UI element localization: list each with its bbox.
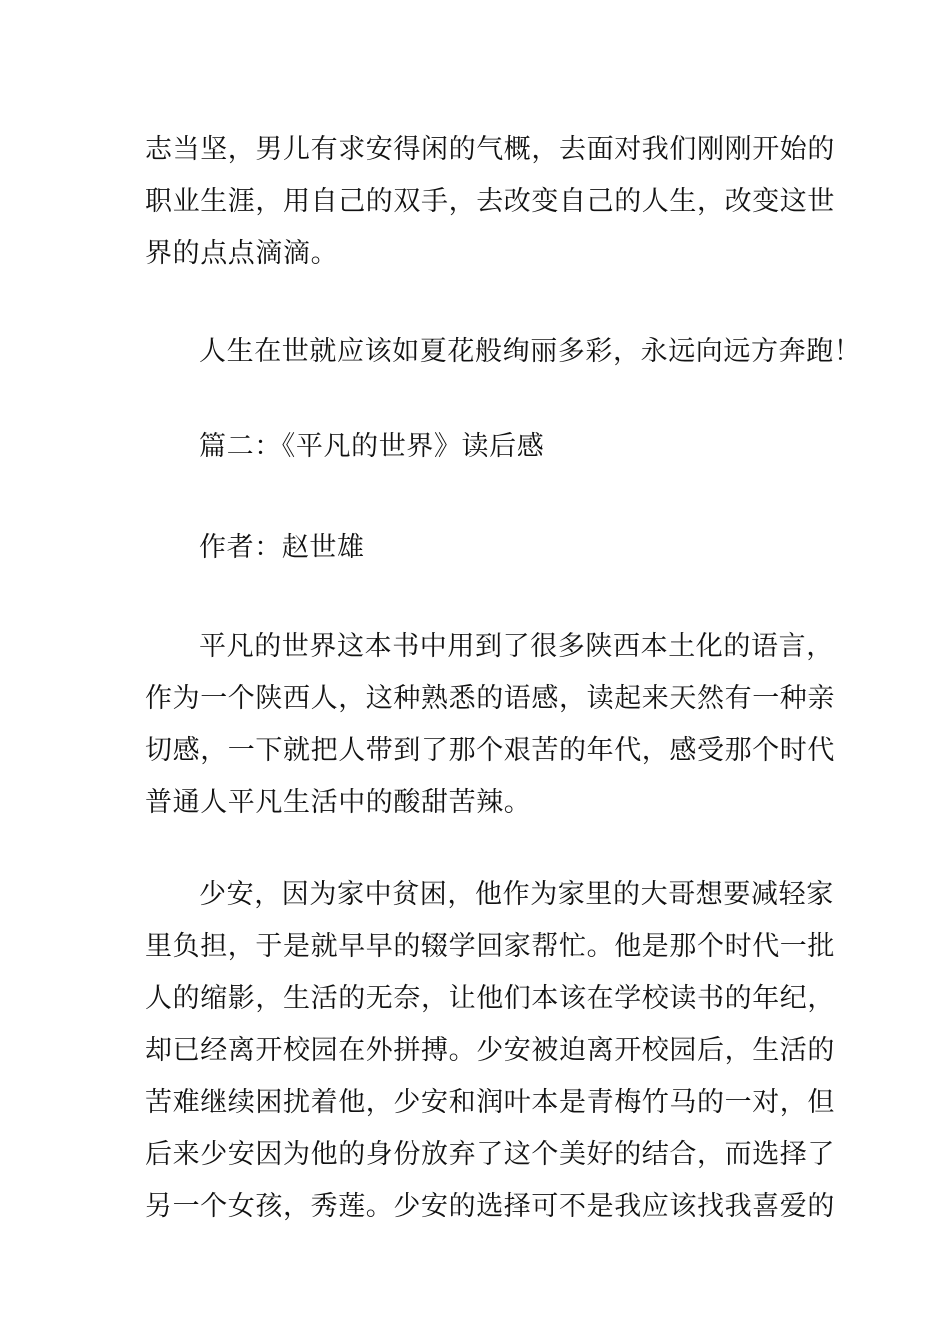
text-line: 普通人平凡生活中的酸甜苦辣。 (145, 787, 532, 818)
text-line: 平凡的世界这本书中用到了很多陕西本土化的语言， (199, 631, 834, 662)
text-line: 里负担，于是就早早的辍学回家帮忙。他是那个时代一批 (145, 931, 835, 962)
text-line: 另一个女孩，秀莲。少安的选择可不是我应该找我喜爱的 (145, 1191, 835, 1222)
text-line: 切感，一下就把人带到了那个艰苦的年代，感受那个时代 (145, 735, 835, 766)
text-line: 却已经离开校园在外拼搏。少安被迫离开校园后，生活的 (145, 1035, 835, 1066)
text-line: 少安，因为家中贫困，他作为家里的大哥想要减轻家 (199, 879, 834, 910)
author-line (145, 522, 810, 574)
text-line: 职业生涯，用自己的双手，去改变自己的人生，改变这世 (145, 186, 835, 217)
heading-line: 篇二：《平凡的世界》读后感 (199, 431, 545, 462)
paragraph-shaanxi-language (145, 621, 835, 829)
section-heading (145, 421, 810, 473)
text-line: 人生在世就应该如夏花般绚丽多彩，永远向远方奔跑！ (199, 336, 862, 367)
paragraph-shaoan (145, 869, 835, 1233)
text-line: 后来少安因为他的身份放弃了这个美好的结合，而选择了 (145, 1139, 835, 1170)
text-line: 苦难继续困扰着他，少安和润叶本是青梅竹马的一对，但 (145, 1087, 835, 1118)
paragraph-summer-flowers (145, 326, 862, 378)
text-line: 人的缩影，生活的无奈，让他们本该在学校读书的年纪， (145, 983, 835, 1014)
text-line: 作为一个陕西人，这种熟悉的语感，读起来天然有一种亲 (145, 683, 835, 714)
paragraph-continuation (145, 124, 835, 280)
author-text: 作者：赵世雄 (199, 532, 365, 563)
text-line: 志当坚，男儿有求安得闲的气概，去面对我们刚刚开始的 (145, 134, 835, 165)
text-line: 界的点点滴滴。 (145, 238, 339, 269)
